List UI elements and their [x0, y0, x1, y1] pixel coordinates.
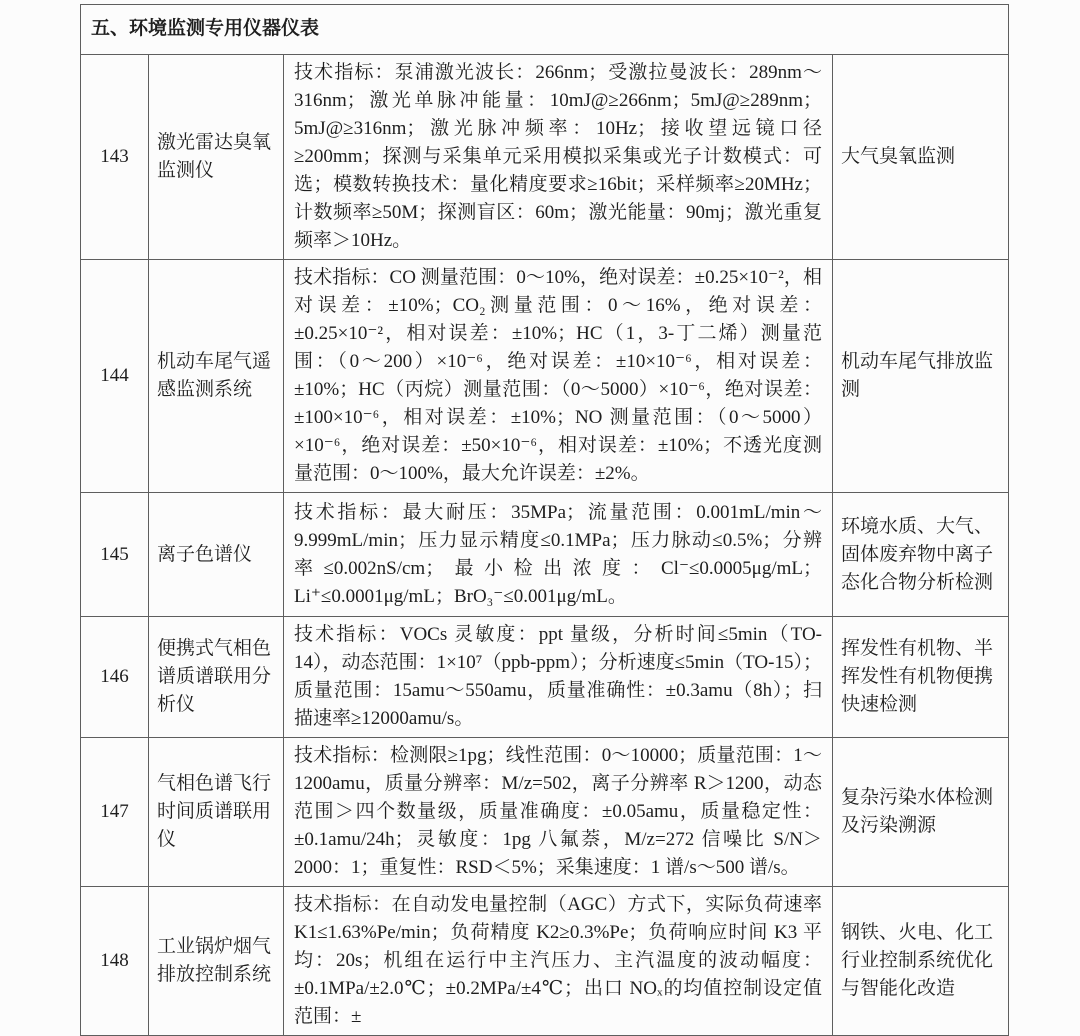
- instrument-name: 便携式气相色谱质谱联用分析仪: [149, 617, 284, 738]
- application-field: 大气臭氧监测: [833, 55, 1009, 260]
- row-number: 147: [81, 738, 149, 887]
- technical-specs: 技术指标：检测限≥1pg；线性范围：0～10000；质量范围：1～1200amu，质量分辨率：M/z=502，离子分辨率 R＞1200，动态范围＞四个数量级，质量准确度：±0.05amu，质量稳定性：±0.1amu/24h；灵敏度：1pg 八氟萘，M/z=272 信噪比 S/N＞2000：1；重复性：RSD＜5%；采集速度：1 谱/s～500 谱/s。: [284, 738, 833, 887]
- application-field: 环境水质、大气、固体废弃物中离子态化合物分析检测: [833, 493, 1009, 617]
- technical-specs: 技术指标：泵浦激光波长：266nm；受激拉曼波长：289nm～316nm；激光单脉冲能量：10mJ@≥266nm；5mJ@≥289nm；5mJ@≥316nm；激光脉冲频率：10Hz；接收望远镜口径≥200mm；探测与采集单元采用模拟采集或光子计数模式：可选；模数转换技术：量化精度要求≥16bit；采样频率≥20MHz；计数频率≥50M；探测盲区：60m；激光能量：90mj；激光重复频率＞10Hz。: [284, 55, 833, 260]
- section-header-row: [81, 5, 1009, 55]
- row-number: 148: [81, 887, 149, 1036]
- instrument-name: 激光雷达臭氧监测仪: [149, 55, 284, 260]
- table-row: [81, 260, 1009, 493]
- instrument-name: 离子色谱仪: [149, 493, 284, 617]
- instrument-name: 气相色谱飞行时间质谱联用仪: [149, 738, 284, 887]
- table-row: [81, 738, 1009, 887]
- application-field: 复杂污染水体检测及污染溯源: [833, 738, 1009, 887]
- instrument-table: [80, 4, 1009, 1036]
- application-field: 机动车尾气排放监测: [833, 260, 1009, 493]
- row-number: 145: [81, 493, 149, 617]
- table-row: [81, 493, 1009, 617]
- technical-specs: 技术指标：最大耐压：35MPa；流量范围：0.001mL/min～9.999mL/min；压力显示精度≤0.1MPa；压力脉动≤0.5%；分辨率≤0.002nS/cm；最小检出浓度：Cl⁻≤0.0005μg/mL；Li⁺≤0.0001μg/mL；BrO₃⁻≤0.001μg/mL。: [284, 493, 833, 617]
- row-number: 143: [81, 55, 149, 260]
- technical-specs: 技术指标：VOCs 灵敏度：ppt 量级，分析时间≤5min（TO-14），动态范围：1×10⁷（ppb-ppm）；分析速度≤5min（TO-15）；质量范围：15amu～550amu，质量准确性：±0.3amu（8h）；扫描速率≥12000amu/s。: [284, 617, 833, 738]
- instrument-name: 机动车尾气遥感监测系统: [149, 260, 284, 493]
- application-field: 挥发性有机物、半挥发性有机物便携快速检测: [833, 617, 1009, 738]
- instrument-name: 工业锅炉烟气排放控制系统: [149, 887, 284, 1036]
- row-number: 146: [81, 617, 149, 738]
- table-row: [81, 887, 1009, 1036]
- technical-specs: 技术指标：CO 测量范围：0～10%，绝对误差：±0.25×10⁻²，相对误差：±10%；CO₂测量范围：0～16%，绝对误差：±0.25×10⁻²，相对误差：±10%；HC（1，3-丁二烯）测量范围：（0～200）×10⁻⁶，绝对误差：±10×10⁻⁶，相对误差：±10%；HC（丙烷）测量范围：（0～5000）×10⁻⁶，绝对误差：±100×10⁻⁶，相对误差：±10%；NO 测量范围：（0～5000）×10⁻⁶，绝对误差：±50×10⁻⁶，相对误差：±10%；不透光度测量范围：0～100%，最大允许误差：±2%。: [284, 260, 833, 493]
- application-field: 钢铁、火电、化工行业控制系统优化与智能化改造: [833, 887, 1009, 1036]
- section-title: 五、环境监测专用仪器仪表: [81, 5, 1009, 55]
- technical-specs: 技术指标：在自动发电量控制（AGC）方式下，实际负荷速率 K1≤1.63%Pe/min；负荷精度 K2≥0.3%Pe；负荷响应时间 K3 平均：20s；机组在运行中主汽压力、主汽温度的波动幅度：±0.1MPa/±2.0℃；±0.2MPa/±4℃；出口 NOₓ的均值控制设定值范围：±: [284, 887, 833, 1036]
- table-row: [81, 55, 1009, 260]
- row-number: 144: [81, 260, 149, 493]
- table-row: [81, 617, 1009, 738]
